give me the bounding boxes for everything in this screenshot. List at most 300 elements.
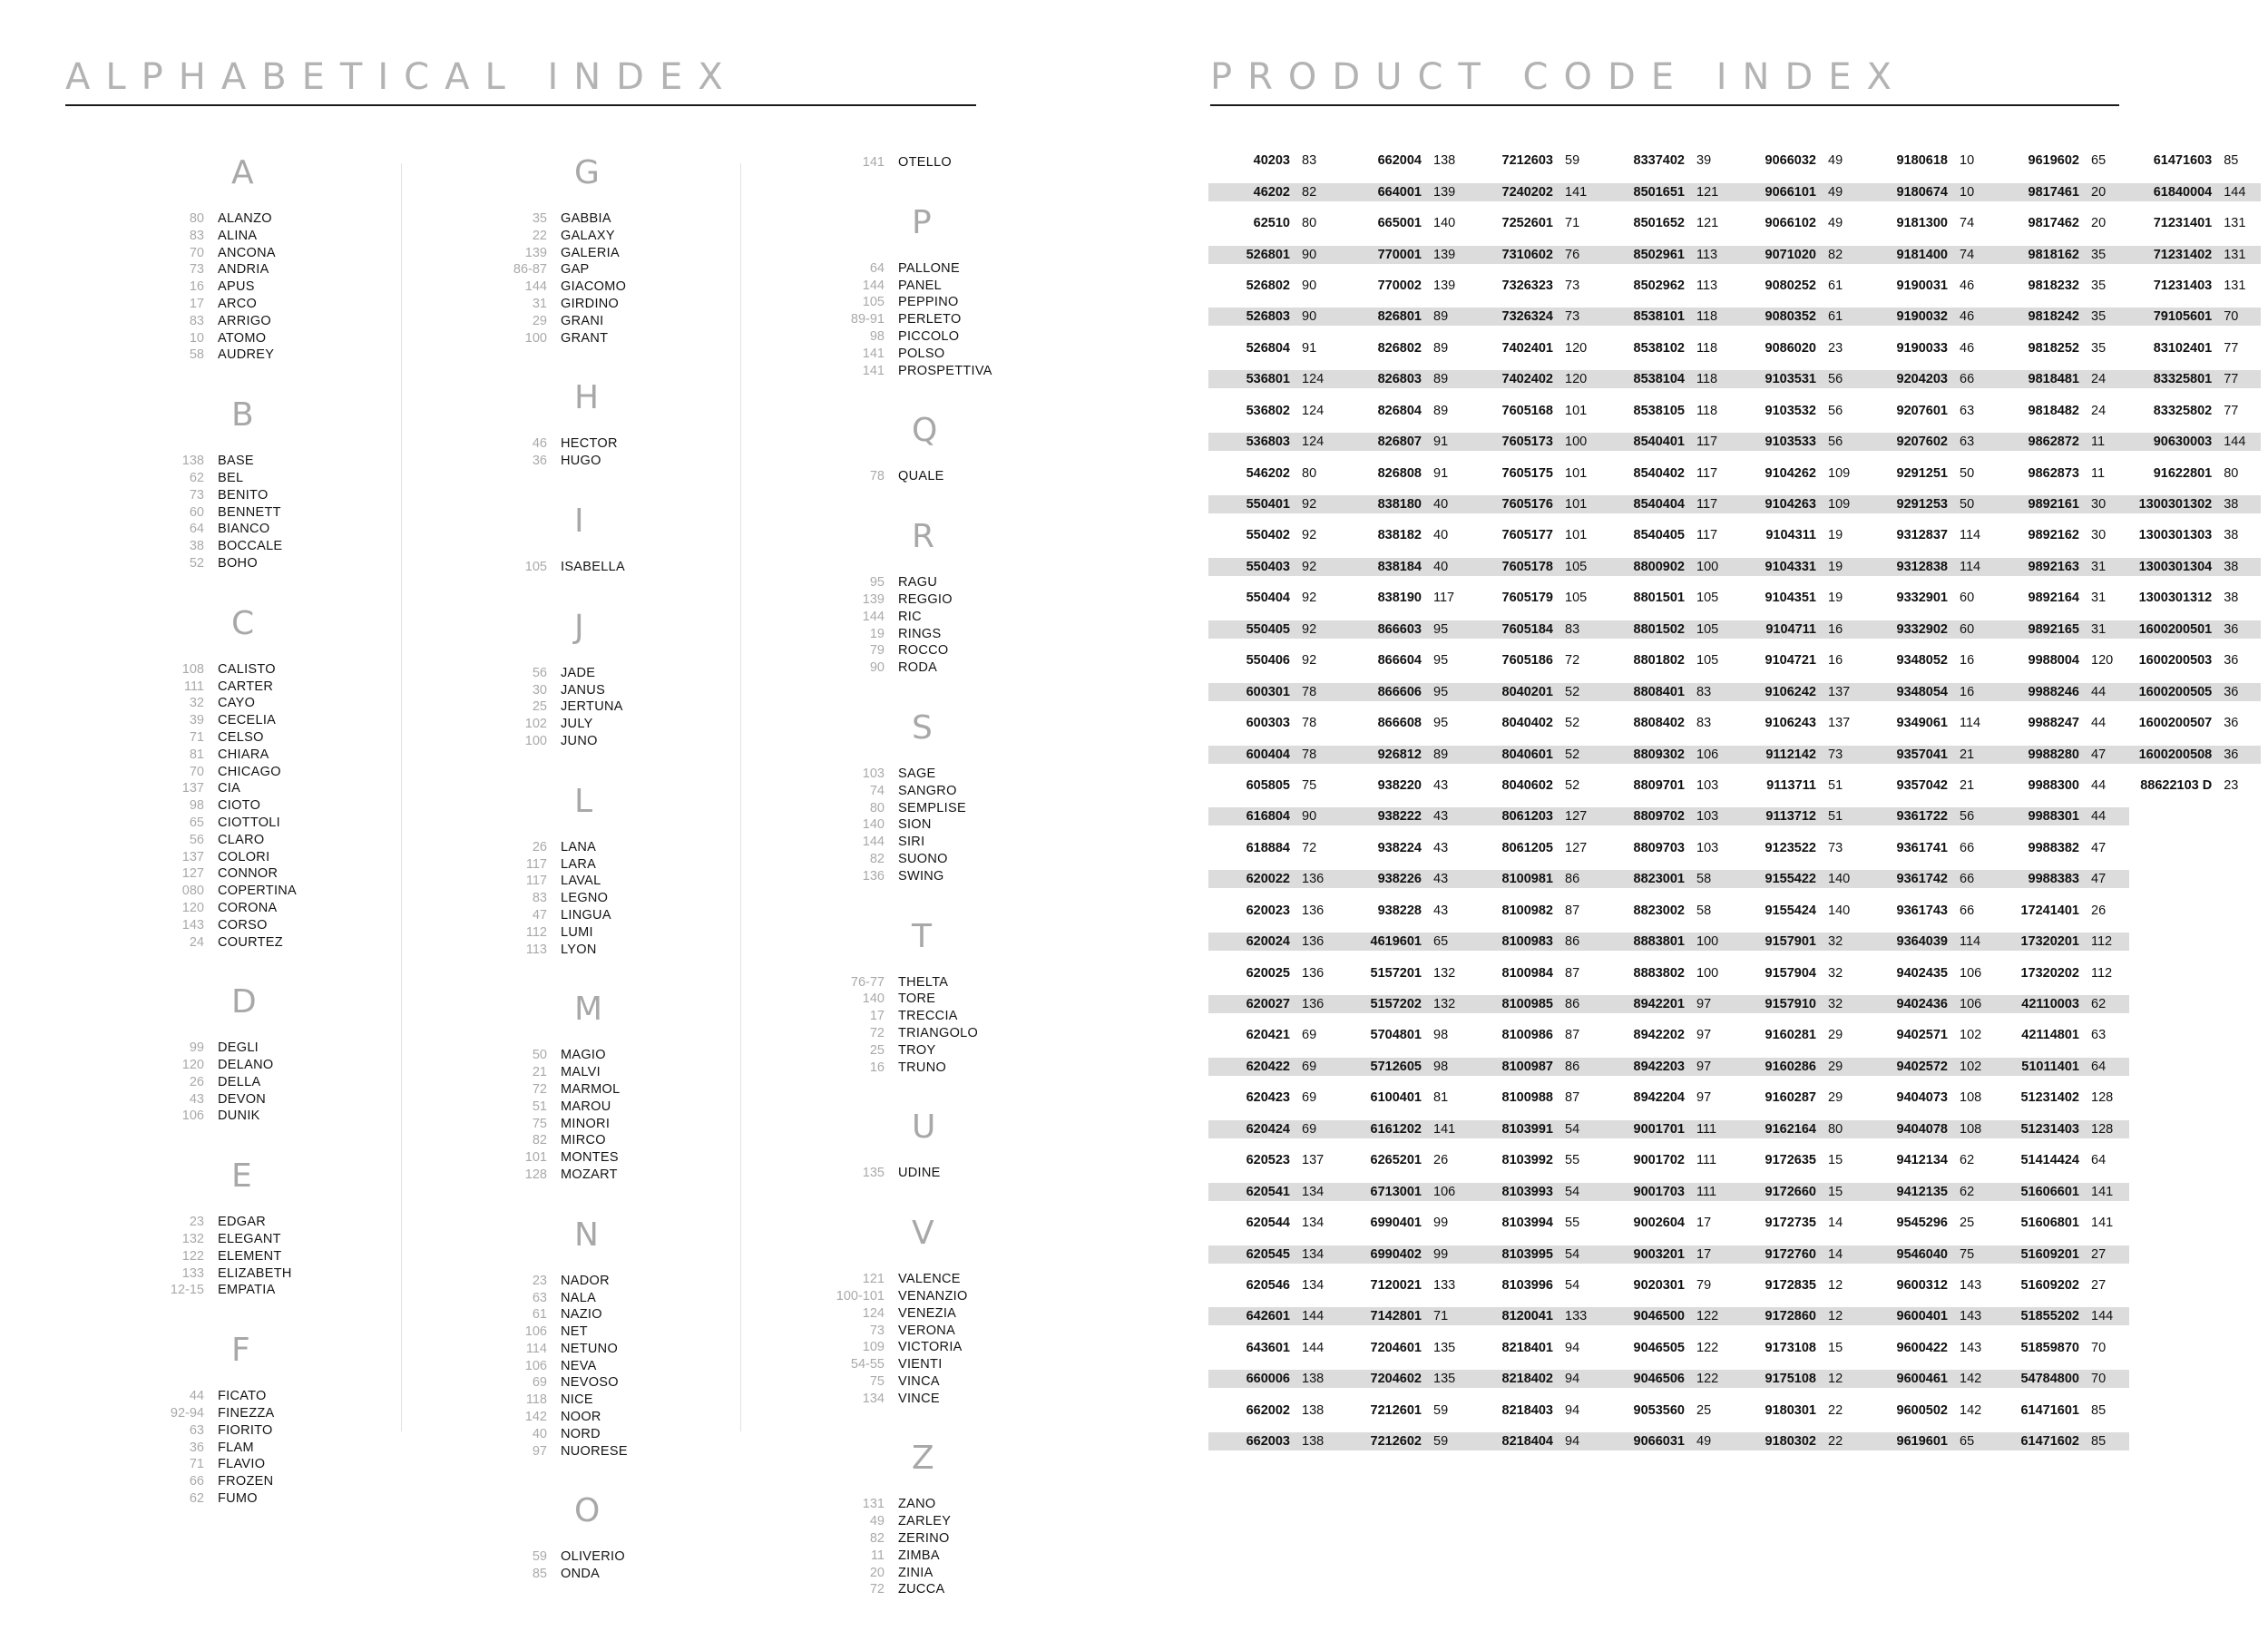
code-entry: [1603, 651, 1735, 669]
product-code: 8538104: [1633, 372, 1685, 387]
index-entry: [477, 435, 777, 453]
product-code: 9600502: [1896, 1402, 1948, 1418]
product-code: 8040601: [1501, 747, 1553, 762]
code-entry: [1208, 277, 1340, 295]
code-page-number: 62: [1960, 1153, 1975, 1168]
code-page-number: 51: [1828, 777, 1843, 793]
product-code: 536803: [1246, 435, 1290, 450]
product-code: 51609201: [2020, 1246, 2079, 1262]
code-entry: [1208, 1370, 1340, 1388]
code-row: [1208, 239, 2246, 269]
product-code: 9348054: [1896, 684, 1948, 699]
empty-cell: [2129, 1120, 2243, 1138]
code-entry: [1866, 1432, 1998, 1450]
code-entry: [1735, 1307, 1866, 1325]
product-code: 550403: [1246, 559, 1290, 574]
entry-page-number: 98: [189, 798, 204, 814]
code-entry: [1603, 1370, 1735, 1388]
code-entry: [1208, 558, 1340, 576]
letter-group: [477, 991, 777, 1183]
code-entry: [1340, 1432, 1471, 1450]
entry-page-number: 95: [869, 575, 885, 591]
code-page-number: 21: [1960, 747, 1975, 762]
code-entry: [1208, 370, 1340, 388]
product-code: 826801: [1377, 309, 1422, 325]
index-entry: [134, 1040, 434, 1057]
product-code: 9190031: [1896, 278, 1948, 293]
code-entry: [1998, 776, 2129, 795]
code-entry: [1998, 1026, 2129, 1044]
product-code: 526804: [1246, 340, 1290, 356]
code-page-number: 81: [1433, 1090, 1449, 1106]
code-page-number: 50: [1960, 465, 1975, 481]
code-entry: [1471, 839, 1603, 857]
code-page-number: 121: [1696, 184, 1719, 200]
product-code-index-title: PRODUCT CODE INDEX: [1210, 56, 1907, 98]
product-code: 8808401: [1633, 684, 1685, 699]
product-code: 1600200505: [2138, 684, 2213, 699]
code-row: [1208, 270, 2246, 301]
code-page-number: 95: [1433, 716, 1449, 731]
product-code: 8061203: [1501, 809, 1553, 825]
product-code: 42110003: [2021, 997, 2079, 1012]
code-row: [1208, 426, 2246, 457]
code-entry: [1603, 1339, 1735, 1357]
product-code: 9600461: [1896, 1372, 1948, 1387]
code-entry: [1603, 902, 1735, 920]
letter-group: [477, 1492, 777, 1583]
code-page-number: 66: [1960, 903, 1975, 918]
index-entry: [134, 1388, 434, 1405]
code-page-number: 44: [2091, 716, 2107, 731]
code-page-number: 79: [1696, 1277, 1712, 1293]
index-entry: [134, 521, 434, 538]
entry-page-number: 32: [189, 696, 204, 711]
product-code: 9545296: [1896, 1216, 1948, 1231]
entry-product-name: ZARLEY: [898, 1514, 952, 1529]
product-code: 8801502: [1633, 621, 1685, 637]
code-page-number: 124: [1302, 403, 1325, 418]
code-entry: [1998, 1151, 2129, 1169]
product-code: 61471602: [2020, 1434, 2079, 1450]
code-entry: [1866, 277, 1998, 295]
code-entry: [1998, 464, 2129, 483]
code-page-number: 71: [1565, 216, 1580, 231]
index-entry: [815, 1060, 1114, 1077]
product-code: 866608: [1377, 716, 1422, 731]
index-entry: [815, 851, 1114, 868]
code-row: [1208, 145, 2243, 176]
code-entry: [1866, 1151, 1998, 1169]
entry-product-name: GALAXY: [561, 228, 615, 243]
letter-group: [134, 605, 434, 952]
entry-product-name: GIRDINO: [561, 296, 620, 311]
product-code: 61471601: [2020, 1402, 2079, 1418]
code-page-number: 62: [1960, 1184, 1975, 1199]
letter-group: [134, 154, 434, 364]
product-code: 8103993: [1501, 1184, 1553, 1199]
index-entry: [134, 296, 434, 313]
empty-cell: [2129, 1307, 2243, 1325]
code-page-number: 23: [1828, 340, 1843, 356]
code-page-number: 105: [1565, 591, 1588, 606]
index-entry: [134, 1456, 434, 1473]
product-code: 9402572: [1896, 1059, 1948, 1074]
code-page-number: 65: [1960, 1434, 1975, 1450]
index-entry: [477, 210, 777, 228]
code-page-number: 143: [1960, 1340, 1982, 1355]
index-entry: [134, 1057, 434, 1074]
letter-heading: O: [574, 1492, 601, 1530]
code-entry: [1735, 151, 1866, 170]
code-page-number: 105: [1696, 621, 1719, 637]
code-page-number: 19: [1828, 591, 1843, 606]
entry-page-number: 35: [532, 211, 547, 226]
index-entry: [477, 942, 777, 959]
index-entry: [477, 1116, 777, 1133]
index-entry: [815, 1565, 1114, 1582]
code-entry: [1208, 151, 1340, 170]
product-code: 9204203: [1896, 372, 1948, 387]
entry-page-number: 86-87: [513, 262, 547, 278]
product-code: 620423: [1246, 1090, 1290, 1106]
product-code: 526802: [1246, 278, 1290, 293]
product-code: 9173108: [1765, 1340, 1816, 1355]
product-code: 9123522: [1765, 840, 1816, 855]
product-code: 9412134: [1896, 1153, 1948, 1168]
product-code: 7310602: [1501, 247, 1553, 262]
entry-product-name: ELEGANT: [218, 1232, 281, 1247]
index-entry: [477, 296, 777, 313]
product-code: 8100985: [1501, 997, 1553, 1012]
code-row: [1208, 364, 2243, 395]
product-code: 9412135: [1896, 1184, 1948, 1199]
code-page-number: 54: [1565, 1277, 1580, 1293]
code-page-number: 118: [1696, 340, 1718, 356]
code-entry: [2129, 714, 2261, 732]
index-entry: [134, 1214, 434, 1231]
letter-heading: Q: [912, 412, 938, 450]
index-entry: [134, 453, 434, 470]
code-entry: [1471, 995, 1603, 1013]
code-entry: [1603, 402, 1735, 420]
code-entry: [1471, 1214, 1603, 1232]
letter-group: [815, 1215, 1114, 1407]
product-code: 9155422: [1765, 872, 1816, 887]
entry-product-name: RODA: [898, 660, 938, 676]
entry-page-number: 128: [524, 1167, 547, 1182]
code-entry: [1735, 1432, 1866, 1450]
entry-page-number: 144: [524, 279, 547, 295]
product-code: 51859870: [2020, 1340, 2079, 1355]
product-code: 8538102: [1633, 340, 1685, 356]
entry-product-name: CELSO: [218, 729, 264, 745]
code-entry: [2129, 651, 2261, 669]
code-page-number: 82: [1302, 184, 1317, 200]
product-code: 9207601: [1896, 403, 1948, 418]
code-page-number: 111: [1696, 1184, 1717, 1199]
product-code: 9402571: [1896, 1028, 1948, 1043]
product-code: 6713001: [1370, 1184, 1422, 1199]
code-page-number: 30: [2091, 497, 2107, 513]
code-page-number: 70: [2091, 1340, 2107, 1355]
code-page-number: 40: [1433, 497, 1449, 513]
code-entry: [1340, 807, 1471, 825]
empty-cell: [2129, 1276, 2243, 1294]
index-entry: [134, 1074, 434, 1091]
code-page-number: 15: [1828, 1340, 1843, 1355]
code-entry: [1998, 1370, 2129, 1388]
entry-product-name: SWING: [898, 868, 944, 884]
empty-cell: [2129, 807, 2243, 825]
index-entry: [477, 261, 777, 278]
product-code: 8337402: [1633, 153, 1685, 169]
product-code: 83325802: [2153, 403, 2213, 418]
entry-page-number: 98: [869, 328, 885, 344]
code-entry: [2129, 183, 2261, 201]
product-code: 600303: [1246, 716, 1290, 731]
letter-heading: F: [231, 1332, 250, 1370]
code-entry: [1603, 776, 1735, 795]
code-page-number: 78: [1302, 747, 1317, 762]
code-page-number: 35: [2091, 278, 2107, 293]
product-code: 9180301: [1765, 1402, 1816, 1418]
code-page-number: 32: [1828, 997, 1843, 1012]
code-row: [1208, 895, 2243, 926]
index-entry: [134, 797, 434, 815]
code-page-number: 65: [2091, 153, 2107, 169]
code-page-number: 73: [1565, 278, 1580, 293]
code-entry: [1998, 902, 2129, 920]
code-entry: [1208, 746, 1340, 764]
entry-page-number: 121: [862, 1272, 885, 1287]
product-code: 1300301312: [2138, 591, 2213, 606]
code-entry: [1866, 714, 1998, 732]
code-page-number: 39: [1696, 153, 1712, 169]
code-page-number: 72: [1302, 840, 1317, 855]
product-code: 8100986: [1501, 1028, 1553, 1043]
code-entry: [1471, 495, 1603, 513]
product-code: 9112142: [1765, 747, 1816, 762]
entry-page-number: 122: [181, 1248, 204, 1264]
entry-page-number: 21: [532, 1065, 547, 1080]
code-page-number: 94: [1565, 1372, 1580, 1387]
code-page-number: 94: [1565, 1402, 1580, 1418]
entry-product-name: NET: [561, 1324, 588, 1340]
code-page-number: 15: [1828, 1153, 1843, 1168]
entry-page-number: 111: [183, 679, 204, 694]
letter-group: [134, 1157, 434, 1299]
index-entry: [134, 504, 434, 522]
entry-product-name: JUNO: [561, 733, 598, 748]
index-entry: [815, 468, 1114, 485]
code-page-number: 90: [1302, 309, 1317, 325]
entry-product-name: CIA: [218, 781, 241, 796]
code-page-number: 19: [1828, 559, 1843, 574]
product-code: 8218402: [1501, 1372, 1553, 1387]
code-page-number: 35: [2091, 340, 2107, 356]
index-entry: [477, 856, 777, 874]
code-page-number: 132: [1433, 965, 1456, 981]
product-code: 9180302: [1765, 1434, 1816, 1450]
index-entry: [477, 453, 777, 470]
code-entry: [1340, 277, 1471, 295]
product-code: 9361743: [1896, 903, 1948, 918]
code-entry: [1208, 464, 1340, 483]
code-entry: [1208, 1120, 1340, 1138]
code-page-number: 143: [1960, 1277, 1982, 1293]
code-row: [1208, 1020, 2243, 1050]
code-entry: [1471, 526, 1603, 544]
product-code: 7402401: [1501, 340, 1553, 356]
code-entry: [2129, 151, 2261, 170]
product-code: 642601: [1246, 1309, 1290, 1324]
code-page-number: 85: [2091, 1402, 2107, 1418]
product-code: 9817462: [2028, 216, 2079, 231]
product-code-index-rule: [1210, 104, 2119, 106]
product-code: 9103532: [1765, 403, 1816, 418]
product-code: 9988382: [2028, 840, 2079, 855]
code-entry: [1603, 964, 1735, 982]
code-page-number: 83: [1565, 621, 1580, 637]
code-entry: [1340, 214, 1471, 232]
entry-page-number: 139: [862, 591, 885, 607]
letter-heading: R: [912, 518, 935, 556]
code-entry: [1735, 339, 1866, 357]
index-entry: [134, 210, 434, 228]
entry-product-name: JANUS: [561, 682, 606, 698]
index-entry: [815, 800, 1114, 817]
code-row: [1208, 738, 2243, 769]
product-code: 8100982: [1501, 903, 1553, 918]
entry-product-name: DELANO: [218, 1058, 274, 1073]
index-entry: [477, 1409, 777, 1426]
code-row: [1208, 333, 2243, 364]
code-page-number: 25: [1696, 1402, 1712, 1418]
code-entry: [1998, 526, 2129, 544]
product-code: 83102401: [2153, 340, 2213, 356]
entry-product-name: MONTES: [561, 1150, 619, 1166]
letter-group: [815, 709, 1114, 885]
entry-page-number: 106: [524, 1324, 547, 1340]
code-entry: [1208, 1432, 1340, 1450]
entry-product-name: CIOTO: [218, 798, 261, 814]
product-code: 7605173: [1501, 435, 1553, 450]
index-entry: [134, 865, 434, 883]
entry-page-number: 61: [532, 1307, 547, 1323]
index-entry: [134, 712, 434, 729]
entry-product-name: TRECCIA: [898, 1009, 958, 1024]
entry-product-name: ZINIA: [898, 1565, 934, 1580]
entry-product-name: RAGU: [898, 575, 938, 591]
code-entry: [1998, 1401, 2129, 1420]
index-entry: [477, 1548, 777, 1566]
code-entry: [1208, 214, 1340, 232]
code-entry: [1340, 683, 1471, 701]
code-page-number: 141: [1565, 184, 1588, 200]
code-entry: [1735, 620, 1866, 639]
entry-page-number: 16: [189, 279, 204, 295]
product-code: 8942204: [1633, 1090, 1685, 1106]
entry-page-number: 71: [189, 729, 204, 745]
code-page-number: 114: [1960, 934, 1981, 950]
product-code: 9104263: [1765, 497, 1816, 513]
index-entry: [815, 574, 1114, 591]
index-entry: [477, 873, 777, 890]
code-entry: [1866, 870, 1998, 888]
entry-page-number: 46: [532, 436, 547, 452]
product-code: 8502961: [1633, 247, 1685, 262]
product-code: 51606601: [2020, 1184, 2079, 1199]
product-code: 9113712: [1765, 809, 1816, 825]
entry-page-number: 25: [532, 699, 547, 715]
code-page-number: 29: [1828, 1090, 1843, 1106]
code-page-number: 131: [2224, 278, 2246, 293]
index-entry: [815, 1339, 1114, 1356]
code-entry: [1866, 402, 1998, 420]
product-code: 8218401: [1501, 1340, 1553, 1355]
code-entry: [1998, 214, 2129, 232]
product-code: 9348052: [1896, 653, 1948, 669]
product-code: 838184: [1377, 559, 1422, 574]
code-entry: [1471, 277, 1603, 295]
code-entry: [1866, 620, 1998, 639]
code-entry: [1998, 807, 2129, 825]
index-entry: [477, 924, 777, 942]
code-page-number: 74: [1960, 216, 1975, 231]
entry-product-name: MARMOL: [561, 1081, 621, 1097]
code-page-number: 54: [1565, 1121, 1580, 1137]
entry-product-name: NOOR: [561, 1410, 601, 1425]
code-page-number: 59: [1565, 153, 1580, 169]
entry-product-name: VENEZIA: [898, 1305, 957, 1321]
code-page-number: 144: [1302, 1309, 1325, 1324]
entry-page-number: 99: [189, 1040, 204, 1056]
code-entry: [1340, 620, 1471, 639]
entry-product-name: SIRI: [898, 835, 925, 850]
product-code: 9619601: [1896, 1434, 1948, 1450]
code-page-number: 59: [1433, 1434, 1449, 1450]
index-entry: [815, 1513, 1114, 1530]
product-code: 9104711: [1765, 621, 1816, 637]
code-page-number: 77: [2224, 372, 2239, 387]
index-entry: [815, 1042, 1114, 1060]
code-entry: [1208, 714, 1340, 732]
index-entry: [477, 1132, 777, 1149]
code-entry: [2129, 214, 2261, 232]
entry-product-name: ARRIGO: [218, 313, 271, 328]
product-code: 826804: [1377, 403, 1422, 418]
code-page-number: 138: [1302, 1434, 1325, 1450]
entry-page-number: 80: [869, 800, 885, 816]
code-entry: [1866, 1183, 1998, 1201]
code-entry: [1998, 620, 2129, 639]
code-row: [1208, 396, 2243, 426]
alphabetical-index-rule: [65, 104, 976, 106]
entry-product-name: ATOMO: [218, 330, 267, 346]
product-code: 1300301302: [2138, 497, 2213, 513]
entry-product-name: PERLETO: [898, 312, 962, 327]
code-page-number: 92: [1302, 653, 1317, 669]
code-entry: [1603, 277, 1735, 295]
entry-product-name: CORSO: [218, 917, 268, 933]
entry-page-number: 118: [525, 1392, 547, 1408]
code-page-number: 99: [1433, 1246, 1449, 1262]
product-code: 664001: [1377, 184, 1422, 200]
product-code: 8942201: [1633, 997, 1685, 1012]
empty-cell: [2129, 902, 2243, 920]
code-entry: [1735, 1339, 1866, 1357]
